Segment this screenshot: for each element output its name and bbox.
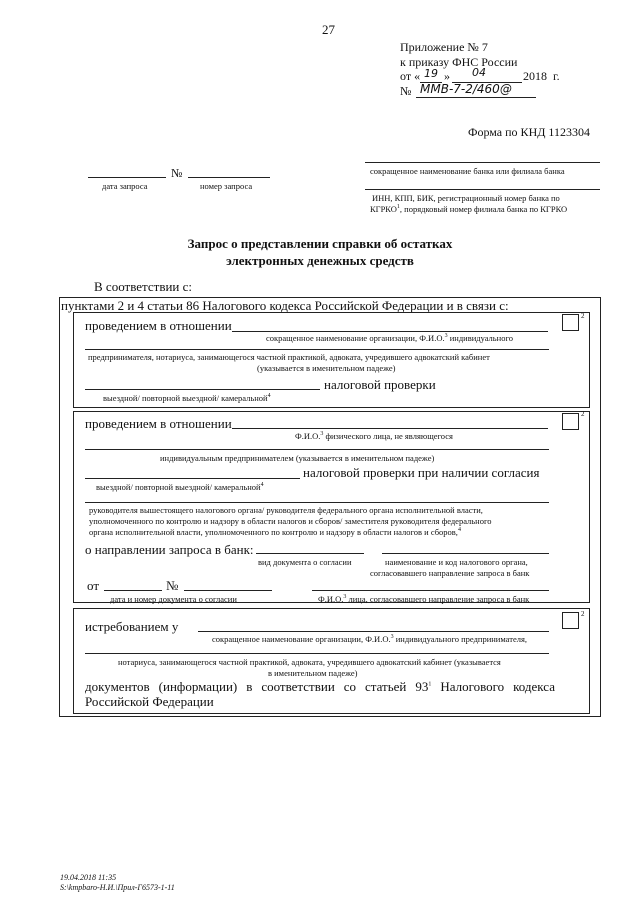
- footer-path: S:\kmpbaro-Н.И.\Прил-Г6573-1-11: [60, 883, 175, 892]
- appendix-number-prefix: №: [400, 84, 412, 98]
- section-2-audit: налоговой проверки при наличии согласия: [303, 465, 540, 480]
- document-title-line-1: Запрос о представлении справки об остатках: [187, 236, 453, 251]
- section-2-lead: проведением в отношении: [85, 416, 232, 431]
- section-2-caption-5: уполномоченного по контролю и надзору в области налогов и сборов/ заместителя руководителя федерального: [89, 516, 492, 526]
- section-1-caption-2: предпринимателя, нотариуса, занимающегося частной практикой, адвоката, учредившего адвокатский кабинет: [88, 352, 490, 362]
- section-3-caption-2: нотариуса, занимающегося частной практикой, адвоката, учредившего адвокатский кабинет (указывается: [118, 657, 501, 667]
- footer-timestamp: 19.04.2018 11:35: [60, 873, 117, 882]
- bank-ids-label-1: ИНН, КПП, БИК, регистрационный номер банка по: [372, 193, 560, 203]
- section-2-caption-4: руководителя вышестоящего налогового органа/ руководителя федерального органа исполнительной власти,: [89, 505, 483, 515]
- section-1-checkbox[interactable]: [562, 314, 579, 331]
- section-2-caption-3: выездной/ повторной выездной/ камеральной$^4$: [96, 482, 264, 492]
- appendix-year: 2018: [523, 69, 547, 83]
- section-1-caption-4: выездной/ повторной выездной/ камеральной$^4$: [103, 393, 271, 403]
- section-3-lead: истребованием у: [85, 619, 179, 634]
- section-2-direction: о направлении запроса в банк:: [85, 542, 254, 557]
- section-1-lead: проведением в отношении: [85, 318, 232, 333]
- bank-ids-label-2: КГРКО$^1$, порядковый номер филиала банка по КГРКО: [370, 204, 568, 214]
- request-number-label: номер запроса: [200, 181, 253, 191]
- form-code: Форма по КНД 1123304: [468, 125, 590, 139]
- section-2-person-label: Ф.И.О.$^3$ лица, согласовавшего направление запроса в банк: [318, 594, 530, 604]
- appendix-date-mid: »: [444, 69, 450, 83]
- section-2-checkbox-note: 2: [581, 410, 585, 418]
- appendix-date-prefix: от «: [400, 69, 421, 83]
- appendix-number: ММВ-7-2/460@: [420, 82, 512, 96]
- appendix-line-1: Приложение № 7: [400, 40, 488, 54]
- bank-name-label: сокращенное наименование банка или филиала банка: [370, 166, 565, 176]
- section-2-org-label-1: наименование и код налогового органа,: [385, 557, 528, 567]
- basis-text: пунктами 2 и 4 статьи 86 Налогового кодекса Российской Федерации и в связи с:: [61, 298, 509, 313]
- section-2-org-label-2: согласовавшего направление запроса в банк: [370, 568, 530, 578]
- appendix-line-2: к приказу ФНС России: [400, 55, 518, 69]
- section-2-checkbox[interactable]: [562, 413, 579, 430]
- section-2-num: №: [166, 578, 179, 593]
- page-number: 27: [322, 22, 335, 37]
- request-date-label: дата запроса: [102, 181, 148, 191]
- section-1-caption-1: сокращенное наименование организации, Ф.И.О.$^3$ индивидуального: [266, 333, 514, 343]
- section-2-doc-type-label: вид документа о согласии: [258, 557, 352, 567]
- section-3-docs-line-2: Российской Федерации: [85, 694, 214, 709]
- section-3-docs-line-1: документов (информации) в соответствии со статьей $93^1$ Налогового кодекса: [85, 679, 555, 694]
- section-3-caption-3: в именительном падеже): [268, 668, 358, 678]
- intro-text: В соответствии с:: [94, 279, 193, 294]
- appendix-year-suffix: г.: [553, 69, 560, 83]
- section-1-caption-3: (указывается в именительном падеже): [257, 363, 396, 373]
- section-2-caption-1: Ф.И.О.$^3$ физического лица, не являющегося: [295, 431, 453, 441]
- appendix-day: 19: [424, 67, 438, 80]
- section-2-caption-2: индивидуальным предпринимателем (указывается в именительном падеже): [160, 453, 435, 463]
- section-3-caption-1: сокращенное наименование организации, Ф.И.О.$^3$ индивидуального предпринимателя,: [212, 634, 527, 644]
- document-title-line-2: электронных денежных средств: [226, 253, 414, 268]
- request-number-sign: №: [171, 166, 183, 180]
- section-3-checkbox[interactable]: [562, 612, 579, 629]
- section-1-checkbox-note: 2: [581, 312, 585, 320]
- section-2-caption-6: органа исполнительной власти, уполномоченного по контролю и надзору в области налогов и сборов,$^4$: [89, 527, 461, 537]
- section-1-audit: налоговой проверки: [324, 377, 436, 392]
- section-2-date-num-label: дата и номер документа о согласии: [110, 594, 237, 604]
- appendix-month: 04: [472, 66, 486, 79]
- section-3-checkbox-note: 2: [581, 610, 585, 618]
- section-2-from: от: [87, 578, 100, 593]
